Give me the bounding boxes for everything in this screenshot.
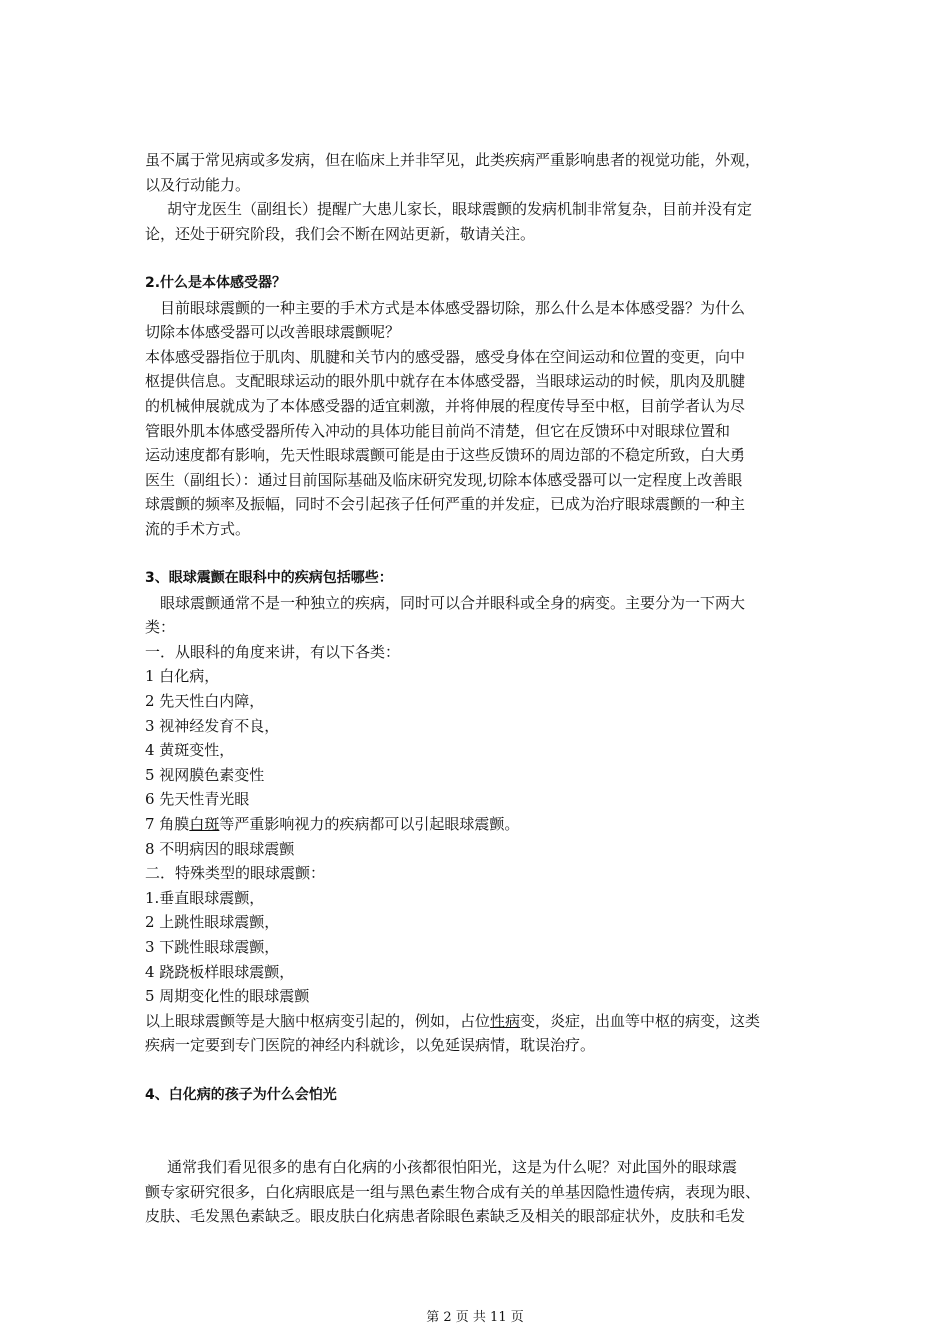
section-heading-2: 2.什么是本体感受器？ bbox=[145, 274, 287, 291]
paragraph-1 bbox=[145, 148, 815, 197]
text-span: 7 角膜 bbox=[145, 815, 190, 834]
list-item: 2 上跳性眼球震颤， bbox=[145, 913, 280, 932]
paragraph-4 bbox=[145, 345, 815, 542]
paragraph-7 bbox=[145, 1155, 815, 1229]
text-line: 胡守龙医生（副组长）提醒广大患儿家长，眼球震颤的发病机制非常复杂，目前并没有定 bbox=[167, 200, 753, 219]
list-item: 3 视神经发育不良， bbox=[145, 716, 280, 735]
text-span: 变，炎症，出血等中枢的病变，这类 bbox=[520, 1011, 761, 1030]
text-line: 目前眼球震颤的一种主要的手术方式是本体感受器切除，那么什么是本体感受器？为什么 bbox=[160, 298, 746, 317]
list-item: 1.垂直眼球震颤， bbox=[145, 888, 265, 907]
text-line: 疾病一定要到专门医院的神经内科就诊，以免延误病情，耽误治疗。 bbox=[145, 1036, 596, 1055]
list-title-2: 二．特殊类型的眼球震颤： bbox=[145, 864, 326, 883]
list-item: 1 白化病， bbox=[145, 667, 220, 686]
section-heading-3: 3、眼球震颤在眼科中的疾病包括哪些： bbox=[145, 570, 393, 587]
list-item: 6 先天性青光眼 bbox=[145, 790, 250, 809]
page-footer: 第 2 页 共 11 页 bbox=[426, 1310, 524, 1325]
text-line: 管眼外肌本体感受器所传入冲动的具体功能目前尚不清楚，但它在反馈环中对眼球位置和 bbox=[145, 421, 731, 440]
list-item: 5 视网膜色素变性 bbox=[145, 765, 265, 784]
spacer bbox=[145, 542, 815, 567]
text-line: 医生（副组长）：通过目前国际基础及临床研究发现,切除本体感受器可以一定程度上改善眼 bbox=[145, 470, 743, 489]
list-2 bbox=[145, 886, 815, 1009]
text-span: 以上眼球震颤等是大脑中枢病变引起的，例如，占位 bbox=[145, 1011, 491, 1030]
paragraph-3 bbox=[145, 296, 815, 345]
list-item bbox=[145, 812, 815, 837]
hyperlink-baiban[interactable]: 白斑 bbox=[189, 815, 220, 834]
list-title-1: 一．从眼科的角度来讲，有以下各类： bbox=[145, 642, 401, 661]
text-line: 运动速度都有影响，先天性眼球震颤可能是由于这些反馈环的周边部的不稳定所致，白大勇 bbox=[145, 446, 746, 465]
text-line: 的机械伸展就成为了本体感受器的适宜刺激，并将伸展的程度传导至中枢，目前学者认为尽 bbox=[145, 396, 746, 415]
spacer bbox=[145, 246, 815, 271]
text-line: 类： bbox=[145, 618, 176, 637]
list-item: 5 周期变化性的眼球震颤 bbox=[145, 987, 310, 1006]
list-item: 8 不明病因的眼球震颤 bbox=[145, 839, 295, 858]
text-line bbox=[145, 1009, 815, 1034]
list-item: 4 黄斑变性， bbox=[145, 741, 235, 760]
text-line: 论，还处于研究阶段，我们会不断在网站更新，敬请关注。 bbox=[145, 224, 536, 243]
text-line: 眼球震颤通常不是一种独立的疾病，同时可以合并眼科或全身的病变。主要分为一下两大 bbox=[160, 593, 746, 612]
text-line: 皮肤、毛发黑色素缺乏。眼皮肤白化病患者除眼色素缺乏及相关的眼部症状外，皮肤和毛发 bbox=[145, 1207, 746, 1226]
paragraph-5 bbox=[145, 591, 815, 640]
document-body bbox=[145, 148, 815, 1229]
hyperlink-xingbing[interactable]: 性病 bbox=[490, 1011, 521, 1030]
list-item: 4 跷跷板样眼球震颤， bbox=[145, 962, 295, 981]
list-item: 2 先天性白内障， bbox=[145, 692, 265, 711]
text-line: 流的手术方式。 bbox=[145, 519, 251, 538]
text-line: 虽不属于常见病或多发病，但在临床上并非罕见，此类疾病严重影响患者的视觉功能，外观， bbox=[145, 151, 761, 169]
text-line: 以及行动能力。 bbox=[145, 175, 251, 194]
text-line: 本体感受器指位于肌肉、肌腱和关节内的感受器，感受身体在空间运动和位置的变更，向中 bbox=[145, 347, 746, 366]
list-item: 3 下跳性眼球震颤， bbox=[145, 938, 280, 956]
paragraph-2 bbox=[145, 197, 815, 246]
spacer bbox=[145, 1058, 815, 1083]
text-line: 颤专家研究很多，白化病眼底是一组与黑色素生物合成有关的单基因隐性遗传病，表现为眼、 bbox=[145, 1182, 761, 1201]
text-line: 通常我们看见很多的患有白化病的小孩都很怕阳光，这是为什么呢？对此国外的眼球震 bbox=[167, 1158, 738, 1177]
paragraph-6 bbox=[145, 1009, 815, 1058]
spacer bbox=[145, 1107, 815, 1155]
list-1 bbox=[145, 664, 815, 861]
text-line: 球震颤的频率及振幅，同时不会引起孩子任何严重的并发症，已成为治疗眼球震颤的一种主 bbox=[145, 495, 746, 514]
text-line: 切除本体感受器可以改善眼球震颤呢？ bbox=[145, 323, 401, 342]
section-heading-4: 4、白化病的孩子为什么会怕光 bbox=[145, 1086, 337, 1103]
text-span: 等严重影响视力的疾病都可以引起眼球震颤。 bbox=[219, 815, 520, 834]
text-line: 枢提供信息。支配眼球运动的眼外肌中就存在本体感受器，当眼球运动的时候，肌肉及肌腱 bbox=[145, 372, 746, 391]
